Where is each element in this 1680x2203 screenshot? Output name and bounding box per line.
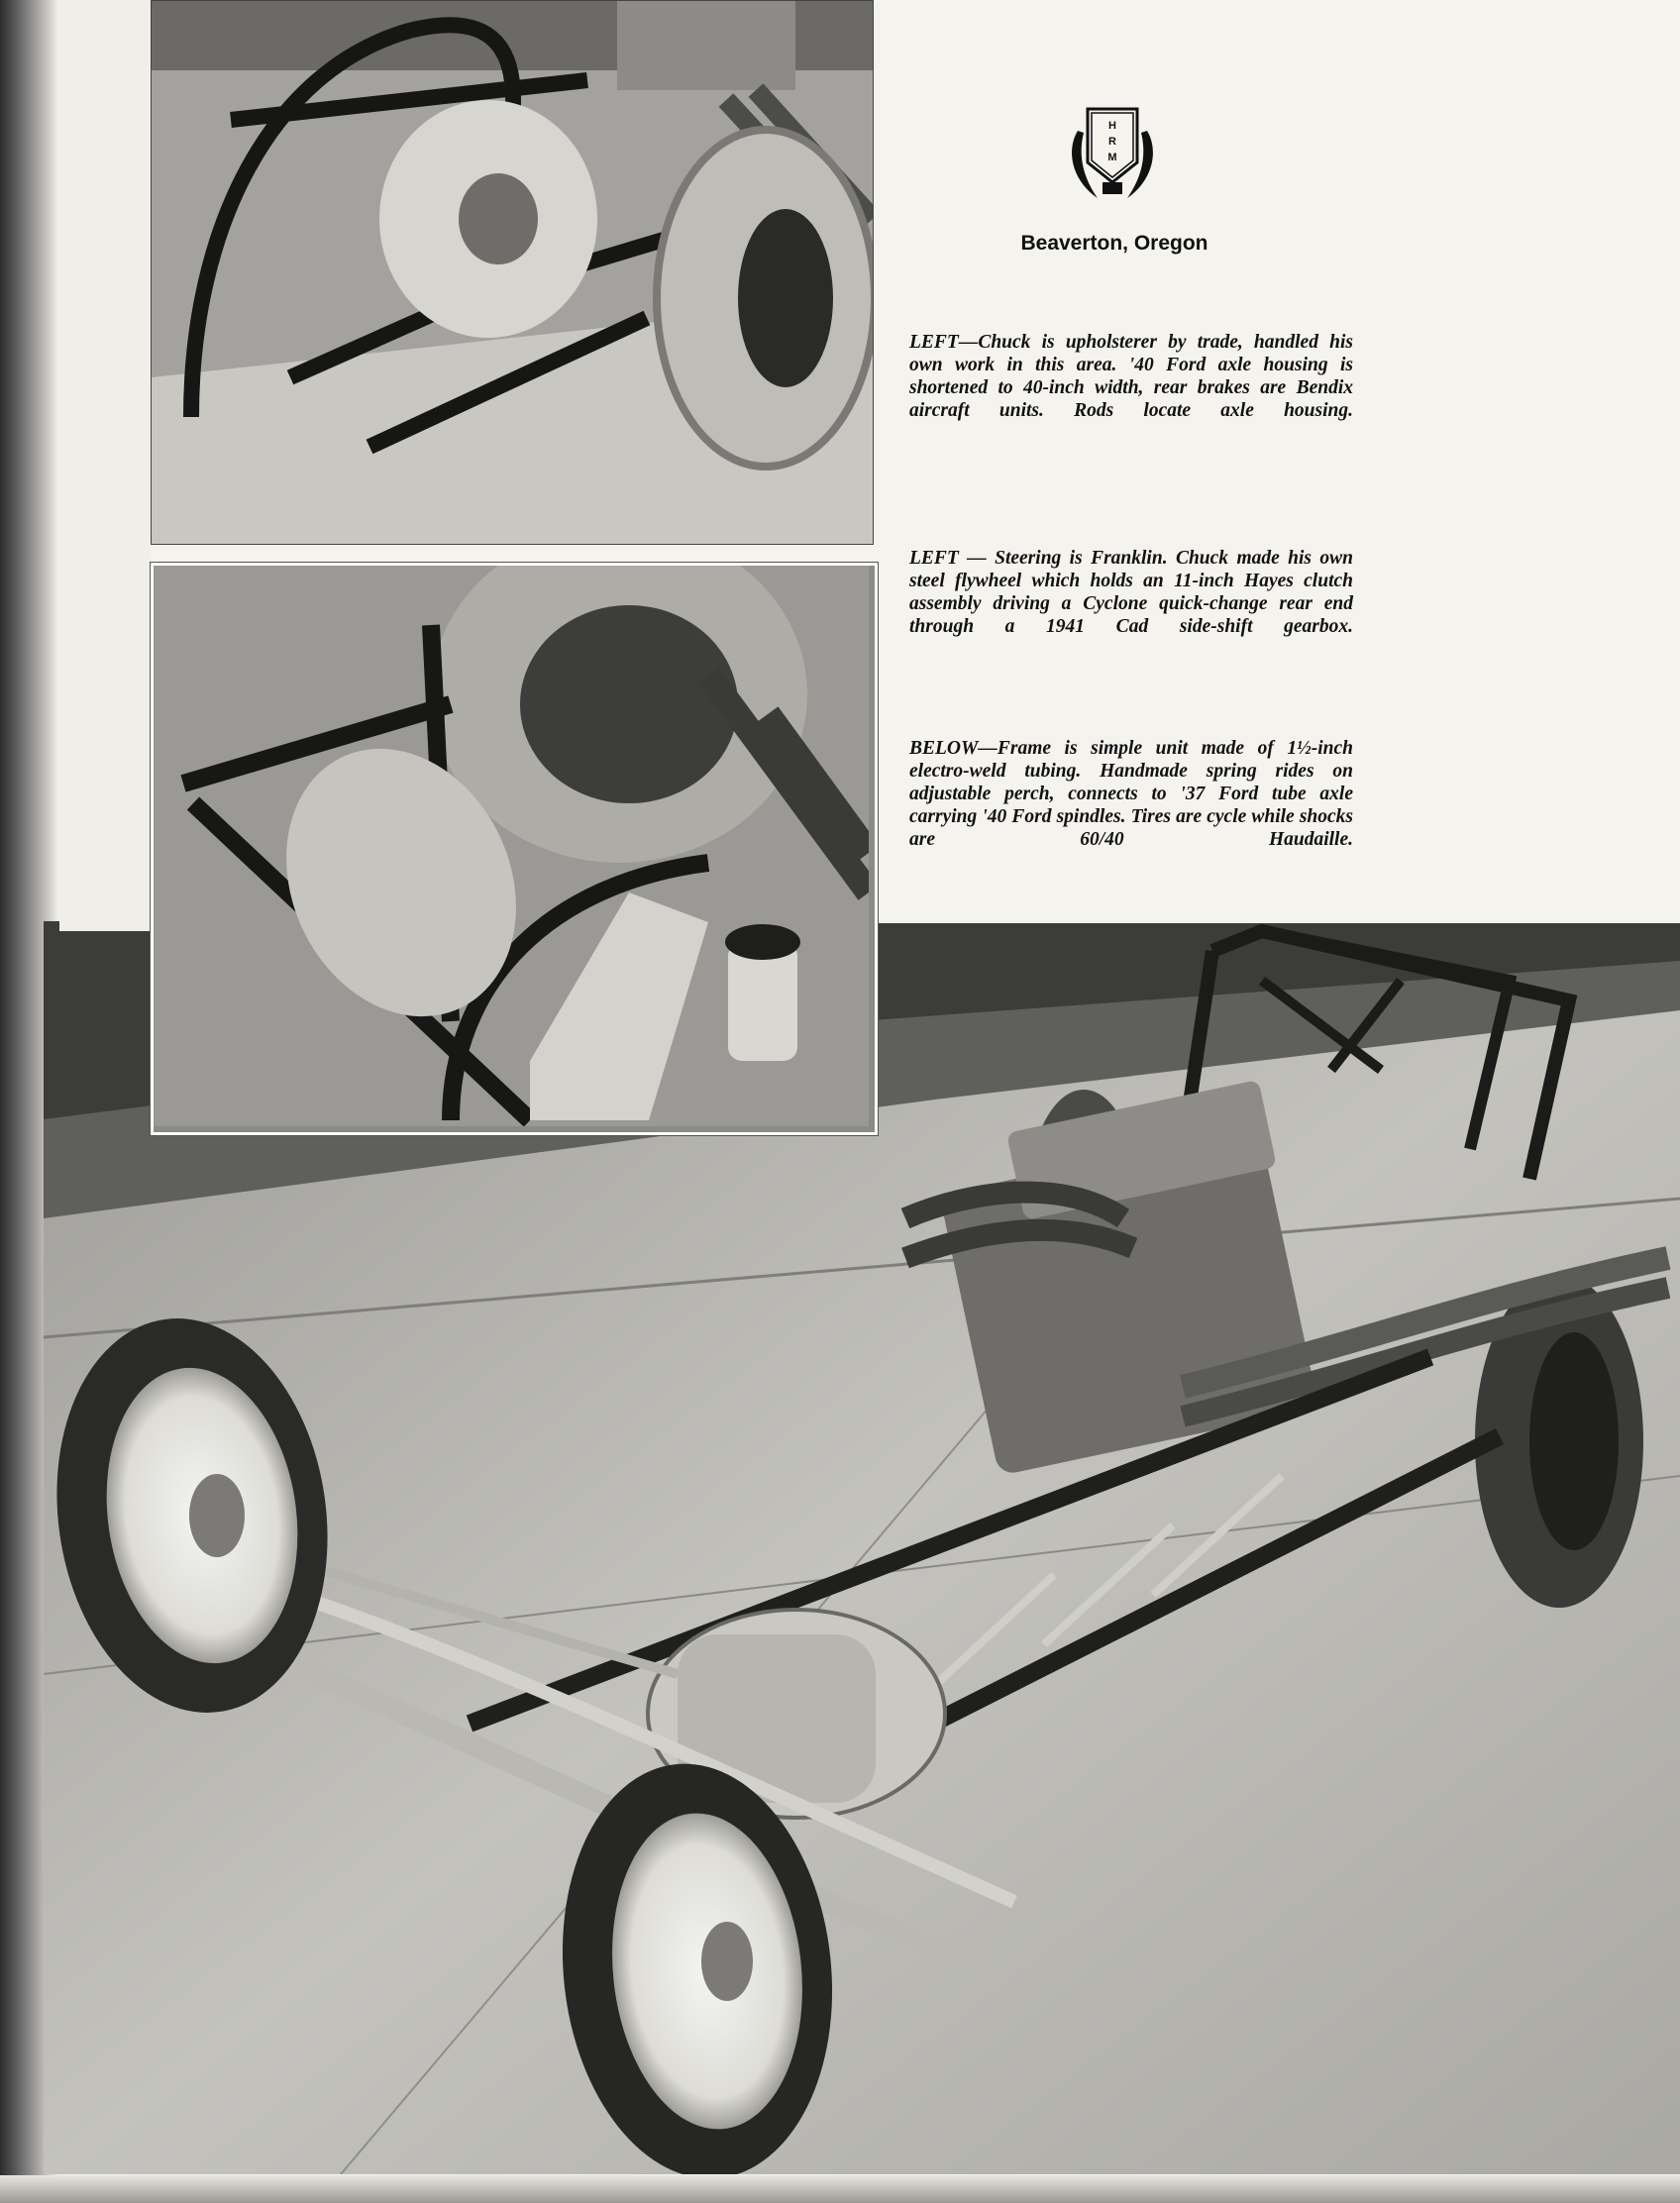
svg-text:R: R <box>1108 136 1116 148</box>
caption-left-steering: LEFT — Steering is Franklin. Chuck made his own steel flywheel which holds an 11-inch Hayes clutch assembly driving a Cyclone quick-change rear end through a 1941 Cad side-shift gearbox. <box>909 548 1353 637</box>
caption-below-frame: BELOW—Frame is simple unit made of 1½-inch electro-weld tubing. Handmade spring rides on adjustable perch, connects to '37 Ford tube axle carrying '40 Ford spindles. Tires are cycle while shocks are 60/40 Haudaille. <box>909 738 1353 850</box>
svg-text:H: H <box>1108 120 1116 132</box>
hrm-logo-icon <box>1058 101 1167 210</box>
svg-text:M: M <box>1107 152 1117 163</box>
photo-steering-flywheel <box>151 563 878 1135</box>
page-bottom-edge <box>0 2175 1680 2203</box>
caption-left-upholstery: LEFT—Chuck is upholsterer by trade, handled his own work in this area. '40 Ford axle housing is shortened to 40-inch width, rear brakes are Bendix aircraft units. Rods locate axle housing. <box>909 332 1353 421</box>
photo-rear-axle-upholstery <box>151 0 874 545</box>
location-heading: Beaverton, Oregon <box>1020 232 1208 255</box>
